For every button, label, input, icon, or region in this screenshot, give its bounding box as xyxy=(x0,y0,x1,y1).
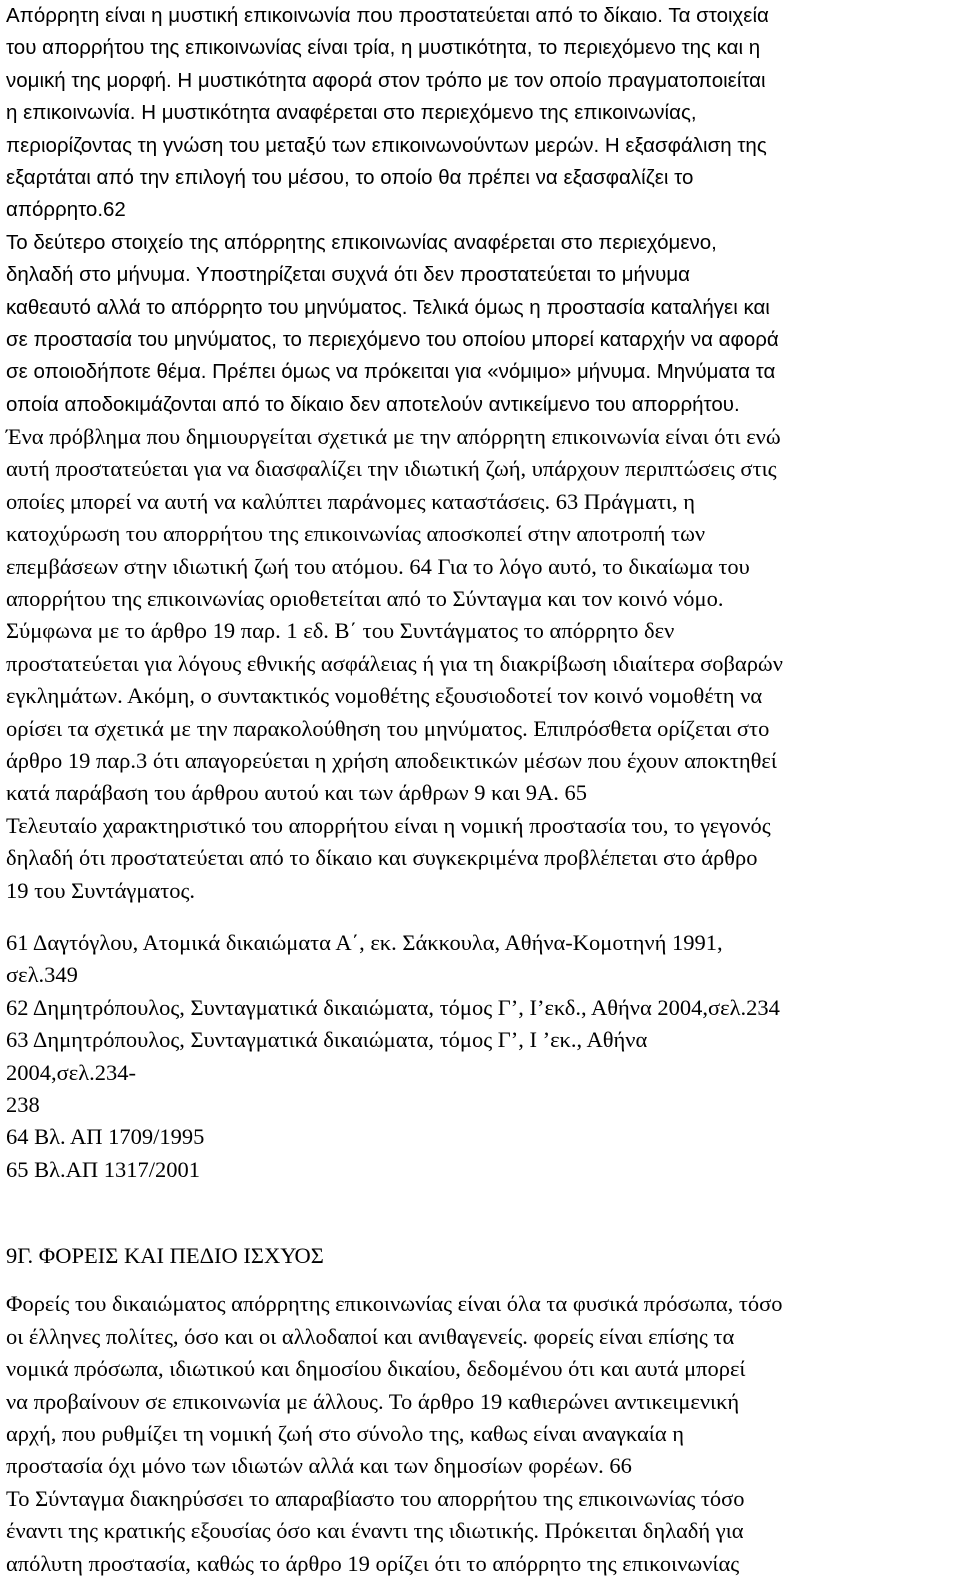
text-line: σε οποιοδήποτε θέμα. Πρέπει όμως να πρόκειται για «νόμιμο» μήνυμα. Μηνύματα τα xyxy=(6,360,776,384)
text-line: Το δεύτερο στοιχείο της απόρρητης επικοινωνίας αναφέρεται στο περιεχόμενο, xyxy=(6,230,717,254)
text-line: Φορείς του δικαιώματος απόρρητης επικοινωνίας είναι όλα τα φυσικά πρόσωπα, τόσο xyxy=(6,1291,783,1317)
text-line: Ένα πρόβλημα που δημιουργείται σχετικά με την απόρρητη επικοινωνία είναι ότι ενώ xyxy=(6,424,781,450)
text-line: δηλαδή ότι προστατεύεται από το δίκαιο και συγκεκριμένα προβλέπεται στο άρθρο xyxy=(6,845,758,871)
footnote-line: 238 xyxy=(6,1091,40,1117)
text-line: σε προστασία του μηνύματος, το περιεχόμενο του οποίου μπορεί καταρχήν να αφορά xyxy=(6,327,779,351)
text-line: του απορρήτου της επικοινωνίας είναι τρία, η μυστικότητα, το περιεχόμενο της και η xyxy=(6,36,761,60)
text-line: απόρρητο.62 xyxy=(6,198,126,222)
text-line: επεμβάσεων στην ιδιωτική ζωή του ατόμου. 64 Για το λόγο αυτό, το δικαίωμα του xyxy=(6,553,750,579)
text-line: έναντι της κρατικής εξουσίας όσο και έναντι της ιδιωτικής. Πρόκειται δηλαδή για xyxy=(6,1518,744,1544)
paragraph-secrecy-elements xyxy=(6,0,956,421)
text-line: προστασία όχι μόνο των ιδιωτών αλλά και των δημοσίων φορέων. 66 xyxy=(6,1453,632,1479)
footnote-line: 63 Δημητρόπουλος, Συνταγματικά δικαιώματα, τόμος Γ’, Ι ’εκ., Αθήνα xyxy=(6,1027,648,1053)
text-line: κατά παράβαση του άρθρου αυτού και των άρθρων 9 και 9Α. 65 xyxy=(6,780,588,806)
document-page xyxy=(6,0,956,1580)
paragraph-secrecy-limits xyxy=(6,421,956,907)
section-heading: 9Γ. ΦΟΡΕΙΣ ΚΑΙ ΠΕΔΙΟ ΙΣΧΥΟΣ xyxy=(6,1243,324,1269)
text-line: αυτή προστατεύεται για να διασφαλίζει την ιδιωτική ζωή, υπάρχουν περιπτώσεις στις xyxy=(6,456,777,482)
text-line: οποία αποδοκιμάζονται από το δίκαιο δεν αποτελούν αντικείμενο του απορρήτου. xyxy=(6,392,740,416)
text-line: καθεαυτό αλλά το απόρρητο του μηνύματος. Τελικά όμως η προστασία καταλήγει και xyxy=(6,295,770,319)
text-line: Σύμφωνα με το άρθρο 19 παρ. 1 εδ. Β΄ του Συντάγματος το απόρρητο δεν xyxy=(6,618,675,644)
text-line: αρχή, που ρυθμίζει τη νομική ζωή στο σύνολο της, καθως είναι αναγκαία η xyxy=(6,1421,685,1447)
text-line: Τελευταίο χαρακτηριστικό του απορρήτου είναι η νομική προστασία του, το γεγονός xyxy=(6,812,771,838)
text-line: δηλαδή στο μήνυμα. Υποστηρίζεται συχνά ότι δεν προστατεύεται το μήνυμα xyxy=(6,263,691,287)
text-line: εγκλημάτων. Ακόμη, ο συντακτικός νομοθέτης εξουσιοδοτεί τον κοινό νομοθέτη να xyxy=(6,683,763,709)
text-line: προστατεύεται για λόγους εθνικής ασφάλειας ή για τη διακρίβωση ιδιαίτερα σοβαρών xyxy=(6,650,783,676)
text-line: απορρήτου της επικοινωνίας οριοθετείται από το Σύνταγμα και τον κοινό νόμο. xyxy=(6,586,724,612)
text-line: άρθρο 19 παρ.3 ότι απαγορεύεται η χρήση αποδεικτικών μέσων που έχουν αποκτηθεί xyxy=(6,747,777,773)
footnote-line: 65 Βλ.ΑΠ 1317/2001 xyxy=(6,1156,201,1182)
paragraph-holders xyxy=(6,1288,956,1482)
footnote-line: 64 Βλ. ΑΠ 1709/1995 xyxy=(6,1124,205,1150)
text-line: νομικά πρόσωπα, ιδιωτικού και δημοσίου δικαίου, δεδομένου ότι και αυτά μπορεί xyxy=(6,1356,746,1382)
text-line: ορίσει τα σχετικά με την παρακολούθηση του μηνύματος. Επιπρόσθετα ορίζεται στο xyxy=(6,715,770,741)
paragraph-constitution xyxy=(6,1483,956,1580)
text-line: Απόρρητη είναι η μυστική επικοινωνία που προστατεύεται από το δίκαιο. Τα στοιχεία xyxy=(6,4,769,27)
text-line: 19 του Συντάγματος. xyxy=(6,877,196,903)
text-line: οι έλληνες πολίτες, όσο και οι αλλοδαποί και ανιθαγενείς. φορείς είναι επίσης τα xyxy=(6,1323,735,1349)
text-line: κατοχύρωση του απορρήτου της επικοινωνίας αποσκοπεί στην αποτροπή των xyxy=(6,521,706,547)
footnotes xyxy=(6,927,956,1186)
text-line: περιορίζοντας τη γνώση του μεταξύ των επικοινωνούντων μερών. Η εξασφάλιση της xyxy=(6,133,767,157)
footnote-line: 61 Δαγτόγλου, Ατομικά δικαιώματα Α΄, εκ. Σάκκουλα, Αθήνα-Κομοτηνή 1991, xyxy=(6,929,723,955)
footnote-line: σελ.349 xyxy=(6,962,78,988)
footnote-line: 2004,σελ.234- xyxy=(6,1059,136,1085)
text-line: εξαρτάται από την επιλογή του μέσου, το οποίο θα πρέπει να εξασφαλίζει το xyxy=(6,165,694,189)
text-line: Το Σύνταγμα διακηρύσσει το απαραβίαστο του απορρήτου της επικοινωνίας τόσο xyxy=(6,1485,745,1511)
text-line: νομική της μορφή. Η μυστικότητα αφορά στον τρόπο με τον οποίο πραγματοποιείται xyxy=(6,68,766,92)
footnote-line: 62 Δημητρόπουλος, Συνταγματικά δικαιώματα, τόμος Γ’, Ι’εκδ., Αθήνα 2004,σελ.234 xyxy=(6,994,780,1020)
text-line: να προβαίνουν σε επικοινωνία με άλλους. Το άρθρο 19 καθιερώνει αντικειμενική xyxy=(6,1388,740,1414)
text-line: απόλυτη προστασία, καθώς το άρθρο 19 ορίζει ότι το απόρρητο της επικοινωνίας xyxy=(6,1550,740,1576)
text-line: η επικοινωνία. Η μυστικότητα αναφέρεται στο περιεχόμενο της επικοινωνίας, xyxy=(6,101,697,125)
text-line: οποίες μπορεί να αυτή να καλύπτει παράνομες καταστάσεις. 63 Πράγματι, η xyxy=(6,488,695,514)
